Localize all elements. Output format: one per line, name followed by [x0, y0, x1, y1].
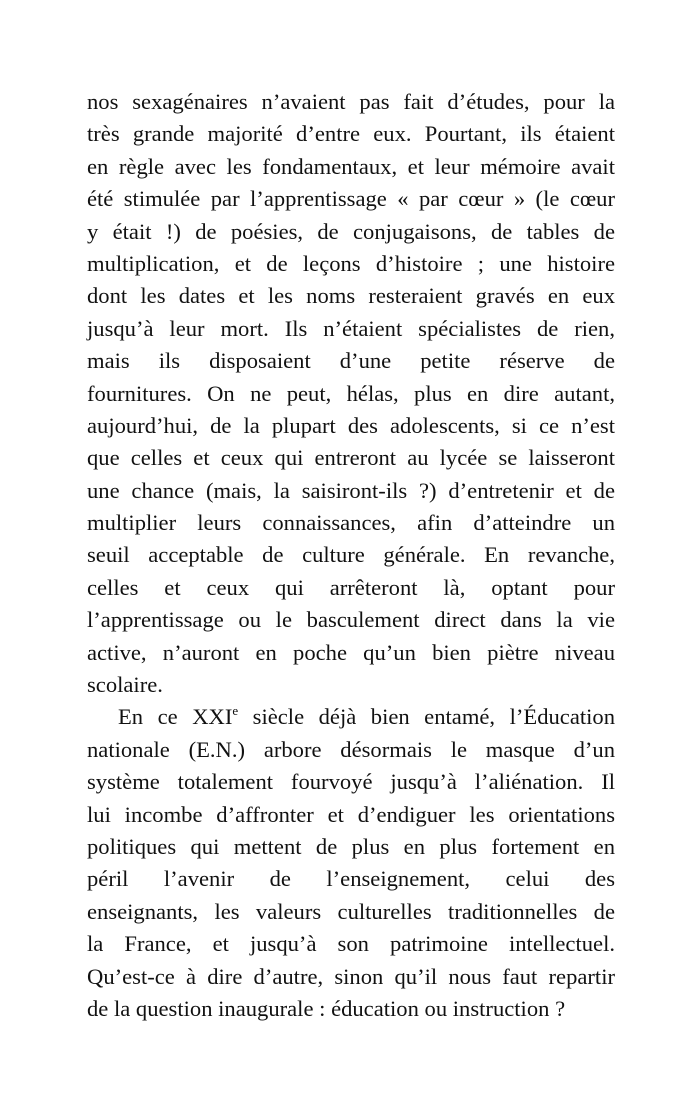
text-line: politiques qui mettent de plus en plus fortement en	[87, 833, 615, 859]
text-line: y était !) de poésies, de conjugaisons, de tables de	[87, 218, 615, 244]
text-line: péril l’avenir de l’enseignement, celui des	[87, 866, 615, 892]
text-line: en règle avec les fondamentaux, et leur mémoire avait	[87, 153, 615, 179]
text-line: aujourd’hui, de la plupart des adolescents, si ce n’est	[87, 412, 615, 438]
book-page	[87, 86, 615, 1025]
text-line-first	[87, 701, 615, 733]
text-line: la France, et jusqu’à son patrimoine intellectuel.	[87, 931, 615, 957]
text-line: nationale (E.N.) arbore désormais le masque d’un	[87, 736, 615, 762]
text-line: nos sexagénaires n’avaient pas fait d’études, pour la	[87, 89, 615, 114]
text-line: été stimulée par l’apprentissage « par cœur » (le cœur	[87, 186, 615, 212]
text-line: Qu’est-ce à dire d’autre, sinon qu’il nous faut repartir	[87, 963, 615, 989]
text-line: lui incombe d’affronter et d’endiguer les orientations	[87, 801, 615, 827]
text-line: enseignants, les valeurs culturelles traditionnelles de	[87, 898, 615, 924]
text-line: que celles et ceux qui entreront au lycée se laisseront	[87, 445, 615, 471]
text-line: multiplication, et de leçons d’histoire ; une histoire	[87, 250, 615, 276]
text-line: scolaire.	[87, 672, 163, 698]
text-line: multiplier leurs connaissances, afin d’atteindre un	[87, 510, 615, 536]
text-line: de la question inaugurale : éducation ou instruction ?	[87, 995, 566, 1021]
text-line: une chance (mais, la saisiront-ils ?) d’entretenir et de	[87, 477, 615, 503]
text-line: l’apprentissage ou le basculement direct dans la vie	[87, 607, 615, 633]
text-line: jusqu’à leur mort. Ils n’étaient spécialistes de rien,	[87, 315, 615, 341]
text-line: active, n’auront en poche qu’un bien piètre niveau	[87, 639, 615, 665]
text-line: seuil acceptable de culture générale. En revanche,	[87, 542, 615, 568]
paragraph-1	[87, 86, 615, 701]
text-line: système totalement fourvoyé jusqu’à l’aliénation. Il	[87, 769, 615, 795]
paragraph-2	[87, 701, 615, 1025]
superscript: e	[232, 703, 239, 719]
text-run: siècle déjà bien entamé, l’Éducation	[238, 704, 615, 730]
text-line: fournitures. On ne peut, hélas, plus en dire autant,	[87, 380, 615, 406]
text-line: celles et ceux qui arrêteront là, optant pour	[87, 574, 615, 600]
text-line: très grande majorité d’entre eux. Pourtant, ils étaient	[87, 121, 615, 147]
text-run: En ce XXI	[118, 704, 233, 730]
text-line: dont les dates et les noms resteraient gravés en eux	[87, 283, 615, 309]
text-line: mais ils disposaient d’une petite réserve de	[87, 348, 615, 374]
